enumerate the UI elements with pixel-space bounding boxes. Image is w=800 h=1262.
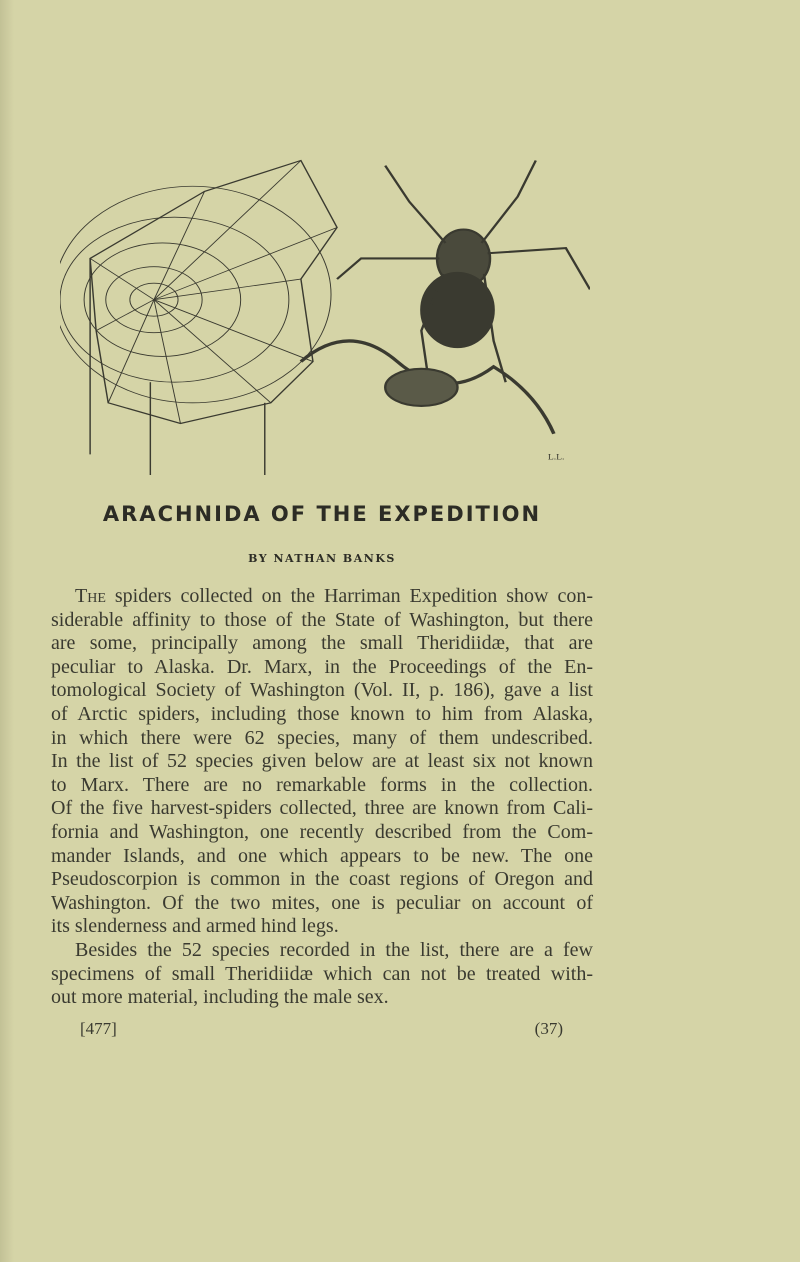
text-line: to Marx. There are no remarkable forms in the collection. xyxy=(51,773,593,796)
spider-web-illustration xyxy=(60,145,590,475)
text-line: Besides the 52 species recorded in the list, there are a few xyxy=(75,938,593,961)
page-edge-shadow xyxy=(0,0,14,1262)
text-line-rest: spiders collected on the Harriman Expedition show con- xyxy=(105,585,593,607)
text-line: are some, principally among the small Theridiidæ, that are xyxy=(51,632,593,655)
article-body xyxy=(51,585,593,1010)
page-number-original: [477] xyxy=(80,1018,117,1038)
page-number: (37) xyxy=(534,1018,563,1038)
web-drawing xyxy=(60,160,337,475)
text-line xyxy=(51,585,593,609)
text-line: siderable affinity to those of the State of Washington, but there xyxy=(51,608,593,631)
text-flow xyxy=(51,585,593,1040)
author-byline: BY NATHAN BANKS xyxy=(248,552,396,565)
text-line: its slenderness and armed hind legs. xyxy=(51,915,339,938)
text-line: Of the five harvest-spiders collected, three are known from Cali- xyxy=(51,797,593,820)
lead-word: The xyxy=(75,585,106,607)
text-line: tomological Society of Washington (Vol. II, p. 186), gave a list xyxy=(51,679,593,702)
text-line: of Arctic spiders, including those known to him from Alaska, xyxy=(51,702,593,725)
text-line: fornia and Washington, one recently described from the Com- xyxy=(51,820,593,843)
text-line: specimens of small Theridiidæ which can not be treated with- xyxy=(51,962,593,985)
page-footer xyxy=(51,1010,593,1040)
text-line: Pseudoscorpion is common in the coast regions of Oregon and xyxy=(51,868,593,891)
text-line: In the list of 52 species given below are at least six not known xyxy=(51,750,593,773)
spider-drawing xyxy=(301,160,590,433)
text-line: peculiar to Alaska. Dr. Marx, in the Proceedings of the En- xyxy=(51,655,593,678)
text-line: mander Islands, and one which appears to be new. The one xyxy=(51,844,593,867)
text-line: in which there were 62 species, many of them undescribed. xyxy=(51,726,593,749)
text-line: Washington. Of the two mites, one is peculiar on account of xyxy=(51,891,593,914)
text-line: out more material, including the male sex. xyxy=(51,986,389,1009)
article-title: ARACHNIDA OF THE EXPEDITION xyxy=(102,502,542,526)
artist-signature: L.L. xyxy=(547,452,565,462)
